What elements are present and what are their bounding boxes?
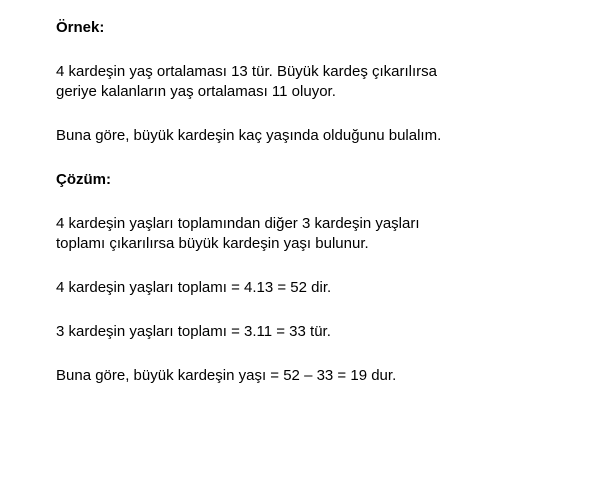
example-problem <box>56 62 596 102</box>
solution-step-2: 4 kardeşin yaşları toplamı = 4.13 = 52 dir. <box>56 279 332 296</box>
solution-step-1 <box>56 214 596 254</box>
document-body <box>56 18 596 386</box>
solution-heading: Çözüm: <box>56 171 111 188</box>
solution-step-3: 3 kardeşin yaşları toplamı = 3.11 = 33 tür. <box>56 323 331 340</box>
example-problem-line-2: geriye kalanların yaş ortalaması 11 oluyor. <box>56 83 336 100</box>
solution-step-4: Buna göre, büyük kardeşin yaşı = 52 – 33 = 19 dur. <box>56 367 397 384</box>
example-problem-line-1: 4 kardeşin yaş ortalaması 13 tür. Büyük kardeş çıkarılırsa <box>56 63 437 80</box>
example-question: Buna göre, büyük kardeşin kaç yaşında olduğunu bulalım. <box>56 127 442 144</box>
solution-step-1-line-2: toplamı çıkarılırsa büyük kardeşin yaşı bulunur. <box>56 235 369 252</box>
solution-step-1-line-1: 4 kardeşin yaşları toplamından diğer 3 kardeşin yaşları <box>56 215 420 232</box>
example-heading: Örnek: <box>56 19 105 36</box>
